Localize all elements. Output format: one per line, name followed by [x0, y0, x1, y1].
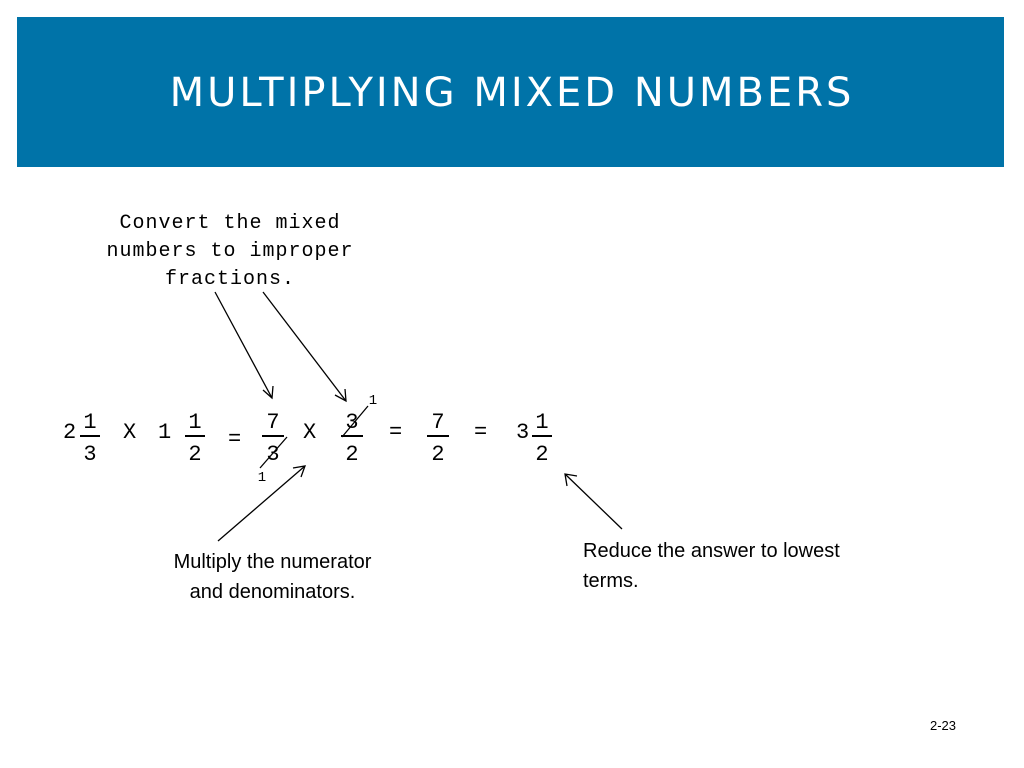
- multiply-annotation: Multiply the numerator and denominators.: [173, 551, 372, 603]
- answer-numerator: 1: [535, 410, 549, 435]
- improper2-numerator: 3: [345, 410, 359, 435]
- times-sign-1: X: [123, 420, 137, 445]
- convert-annotation: Convert the mixed numbers to improper fractions.: [106, 212, 354, 291]
- improper2-denominator: 2: [345, 442, 359, 467]
- term2-numerator: 1: [188, 410, 202, 435]
- times-sign-2: X: [303, 420, 317, 445]
- page-number: 2-23: [930, 718, 957, 733]
- term2-whole: 1: [158, 420, 172, 445]
- convert-arrow-2: [263, 292, 346, 401]
- multiply-arrow: [218, 466, 305, 541]
- improper1-numerator: 7: [266, 410, 280, 435]
- term2-denominator: 2: [188, 442, 202, 467]
- cancel-slash-denominator: [260, 437, 287, 468]
- equals-sign-3: =: [474, 420, 488, 445]
- improper2-canceled-numerator: 1: [368, 393, 378, 409]
- cancel-slash-numerator: [342, 406, 368, 437]
- reduce-annotation: Reduce the answer to lowest terms.: [583, 540, 840, 592]
- reduce-arrow: [565, 474, 622, 529]
- equals-sign-1: =: [228, 427, 242, 452]
- answer-whole: 3: [516, 420, 530, 445]
- answer-denominator: 2: [535, 442, 549, 467]
- product-denominator: 2: [431, 442, 445, 467]
- improper1-canceled-denominator: 1: [257, 470, 267, 486]
- equals-sign-2: =: [389, 420, 403, 445]
- slide-title: MULTIPLYING MIXED NUMBERS: [169, 70, 855, 116]
- convert-arrow-1: [215, 292, 272, 398]
- improper1-denominator: 3: [266, 442, 280, 467]
- term1-whole: 2: [63, 420, 77, 445]
- product-numerator: 7: [431, 410, 445, 435]
- term1-denominator: 3: [83, 442, 97, 467]
- term1-numerator: 1: [83, 410, 97, 435]
- convert-arrow-1-head: [263, 386, 273, 398]
